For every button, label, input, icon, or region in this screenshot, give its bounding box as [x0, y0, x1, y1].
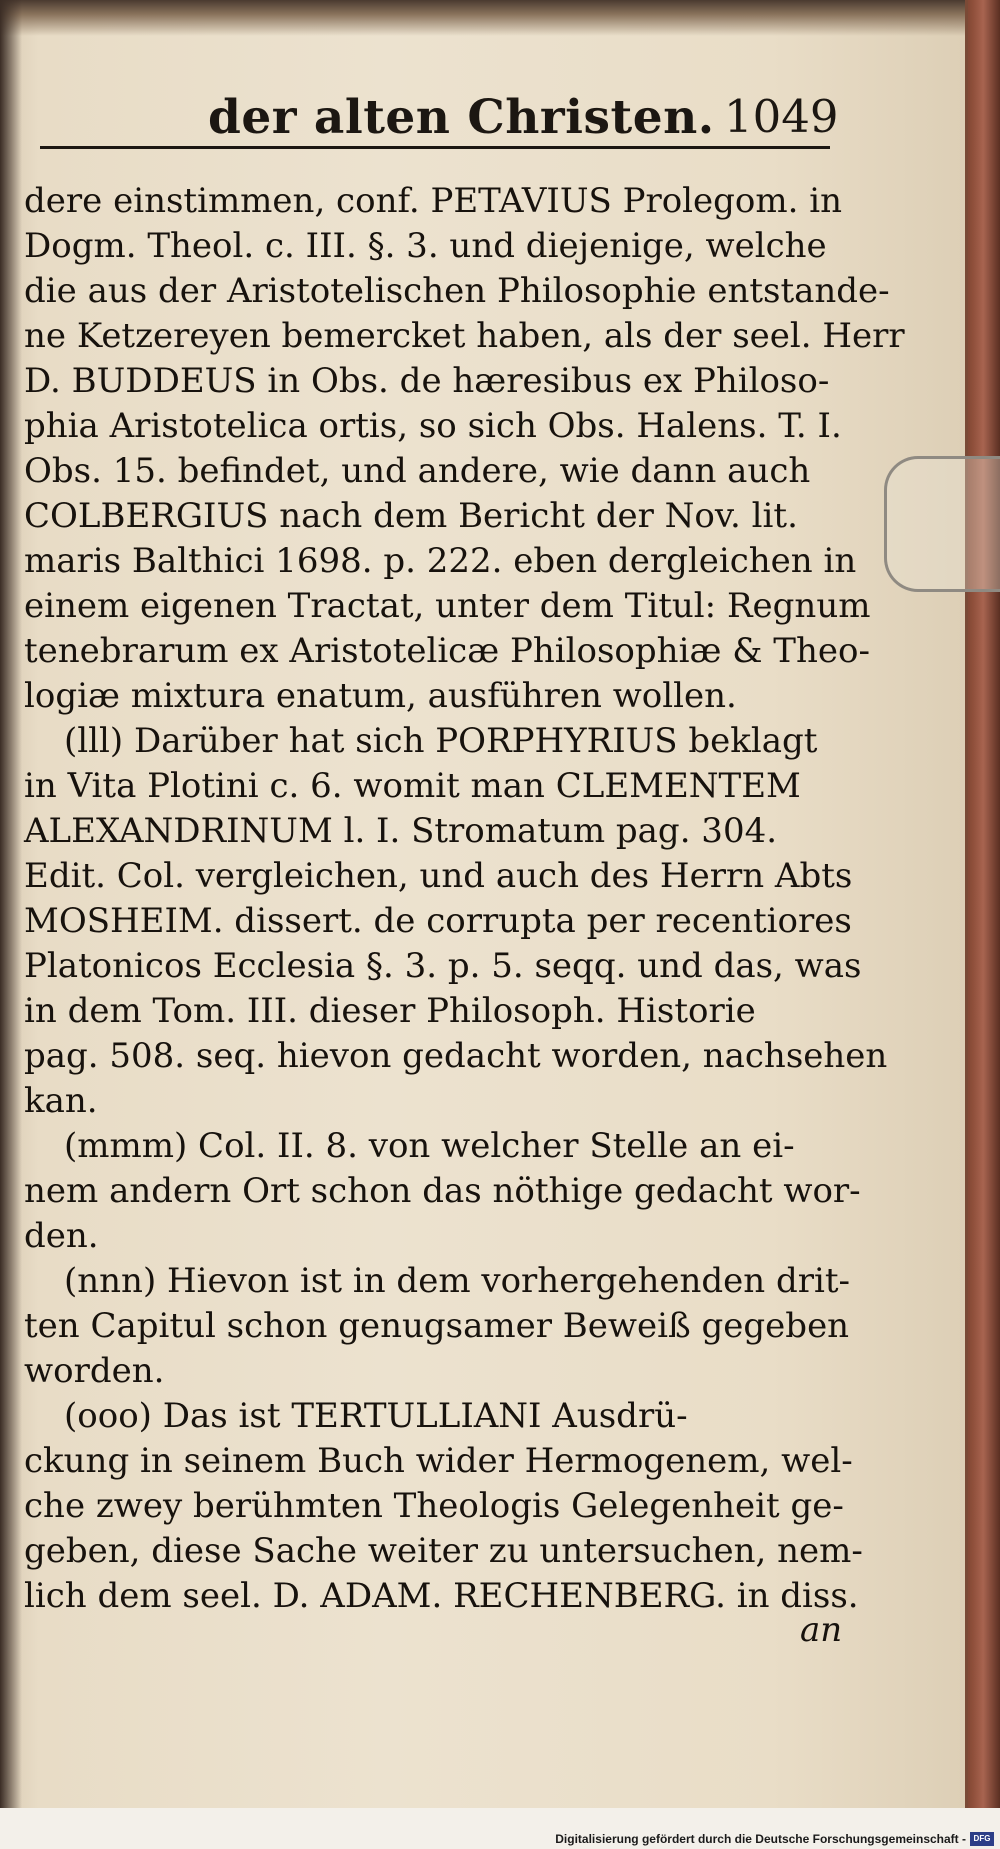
text-line: kan.	[24, 1081, 98, 1121]
text-line: lich dem seel. D. ADAM. RECHENBERG. in diss.	[24, 1576, 859, 1616]
text-line: worden.	[24, 1351, 165, 1391]
running-head: der alten Christen.	[208, 90, 715, 145]
text-line: D. BUDDEUS in Obs. de hæresibus ex Philoso-	[24, 361, 830, 401]
page-clip	[884, 456, 1000, 592]
text-line: den.	[24, 1216, 99, 1256]
footnote-ooo-start: (ooo) Das ist TERTULLIANI Ausdrü-	[64, 1396, 688, 1436]
text-line: einem eigenen Tractat, unter dem Titul: Regnum	[24, 586, 871, 626]
text-line: nem andern Ort schon das nöthige gedacht wor-	[24, 1171, 861, 1211]
text-line: COLBERGIUS nach dem Bericht der Nov. lit.	[24, 496, 798, 536]
header-rule	[40, 146, 830, 149]
text-line: die aus der Aristotelischen Philosophie entstande-	[24, 271, 890, 311]
footnote-nnn-start: (nnn) Hievon ist in dem vorhergehenden drit-	[64, 1261, 851, 1301]
text-line: pag. 508. seq. hievon gedacht worden, nachsehen	[24, 1036, 888, 1076]
footnote-mmm-start: (mmm) Col. II. 8. von welcher Stelle an ei-	[64, 1126, 795, 1166]
text-line: ten Capitul schon genugsamer Beweiß gegeben	[24, 1306, 850, 1346]
text-line: ALEXANDRINUM l. I. Stromatum pag. 304.	[24, 811, 778, 851]
text-line: dere einstimmen, conf. PETAVIUS Prolegom. in	[24, 181, 843, 221]
page-top-shadow	[0, 0, 965, 36]
text-line: phia Aristotelica ortis, so sich Obs. Halens. T. I.	[24, 406, 842, 446]
text-line: Obs. 15. befindet, und andere, wie dann auch	[24, 451, 811, 491]
footnote-lll-start: (lll) Darüber hat sich PORPHYRIUS beklagt	[64, 721, 818, 761]
text-line: logiæ mixtura enatum, ausführen wollen.	[24, 676, 737, 716]
dfg-logo-icon: DFG	[970, 1832, 994, 1846]
text-line: ne Ketzereyen bemercket haben, als der seel. Herr	[24, 316, 905, 356]
page-number: 1049	[724, 90, 839, 143]
digitization-credit	[0, 1829, 1000, 1849]
text-line: tenebrarum ex Aristotelicæ Philosophiæ & Theo-	[24, 631, 870, 671]
text-line: ckung in seinem Buch wider Hermogenem, wel-	[24, 1441, 853, 1481]
catchword: an	[800, 1610, 843, 1650]
text-line: geben, diese Sache weiter zu untersuchen, nem-	[24, 1531, 863, 1571]
text-line: Edit. Col. vergleichen, und auch des Herrn Abts	[24, 856, 853, 896]
text-line: maris Balthici 1698. p. 222. eben dergleichen in	[24, 541, 857, 581]
page-header	[30, 88, 839, 154]
text-line: MOSHEIM. dissert. de corrupta per recentiores	[24, 901, 852, 941]
text-line: in Vita Plotini c. 6. womit man CLEMENTEM	[24, 766, 801, 806]
page-gutter-shadow	[0, 0, 22, 1808]
credit-text: Digitalisierung gefördert durch die Deutsche Forschungsgemeinschaft -	[555, 1832, 966, 1846]
text-line: che zwey berühmten Theologis Gelegenheit ge-	[24, 1486, 844, 1526]
text-line: Dogm. Theol. c. III. §. 3. und diejenige, welche	[24, 226, 827, 266]
text-line: in dem Tom. III. dieser Philosoph. Historie	[24, 991, 756, 1031]
text-line: Platonicos Ecclesia §. 3. p. 5. seqq. und das, was	[24, 946, 862, 986]
